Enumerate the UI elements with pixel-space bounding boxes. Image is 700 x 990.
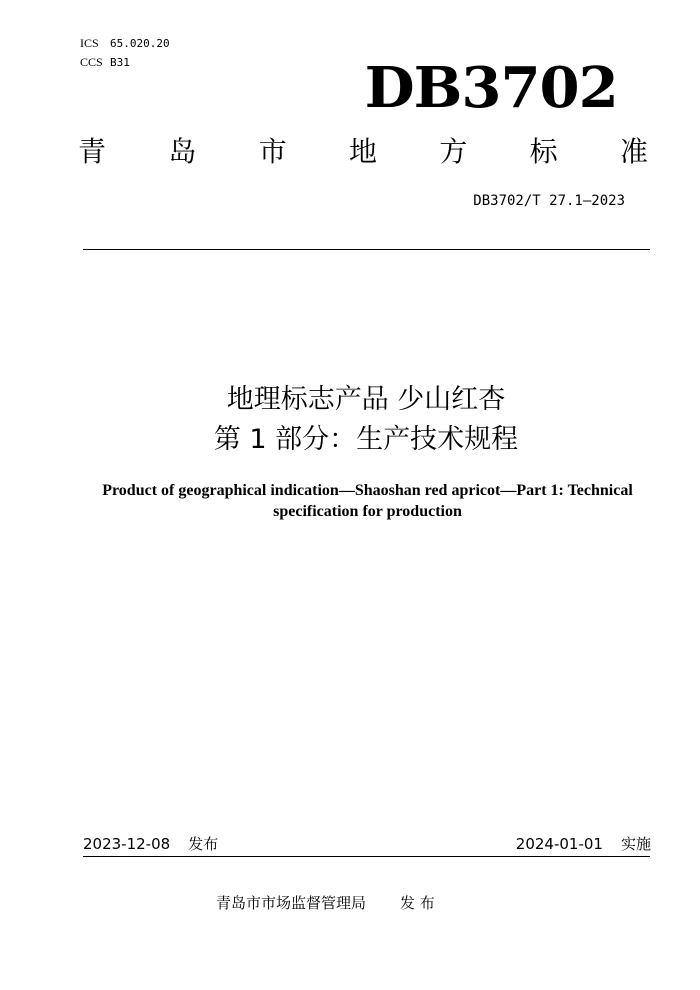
ccs-row bbox=[80, 53, 170, 72]
standard-type-char: 标 bbox=[529, 135, 558, 168]
standard-type-heading bbox=[78, 134, 648, 170]
standard-type-char: 青 bbox=[78, 135, 107, 168]
standard-type-char: 岛 bbox=[168, 135, 197, 168]
ccs-code: B31 bbox=[110, 56, 130, 69]
db-logo: DB3702 bbox=[364, 55, 618, 121]
issue-date: 2023-12-08 bbox=[83, 835, 171, 853]
issue-date-block bbox=[83, 834, 218, 854]
issuer-line bbox=[216, 892, 435, 914]
english-title: Product of geographical indication—Shaoshan red apricot—Part 1: Technical specification for production bbox=[102, 482, 633, 520]
implementation-label: 实施 bbox=[620, 835, 651, 853]
ccs-label: CCS bbox=[80, 55, 103, 69]
ics-row bbox=[80, 34, 170, 53]
standard-type-char: 准 bbox=[619, 135, 648, 168]
standard-number: DB3702/T 27.1—2023 bbox=[473, 193, 625, 209]
top-divider bbox=[83, 249, 650, 250]
ics-code: 65.020.20 bbox=[110, 37, 170, 50]
standard-type-char: 方 bbox=[439, 135, 468, 168]
issuer-label: 发 布 bbox=[400, 894, 435, 912]
issue-label: 发布 bbox=[188, 835, 219, 853]
bottom-divider bbox=[83, 856, 650, 857]
implementation-date-block bbox=[516, 834, 651, 854]
issuer-name: 青岛市市场监督管理局 bbox=[216, 894, 367, 912]
implementation-date: 2024-01-01 bbox=[515, 835, 603, 853]
standard-type-char: 市 bbox=[258, 135, 287, 168]
chinese-title-line-1: 地理标志产品 少山红杏 bbox=[226, 384, 506, 415]
chinese-title-line-2: 第 1 部分：生产技术规程 bbox=[213, 424, 519, 455]
classification-codes bbox=[80, 34, 170, 72]
standard-type-char: 地 bbox=[348, 135, 377, 168]
ics-label: ICS bbox=[80, 36, 99, 50]
